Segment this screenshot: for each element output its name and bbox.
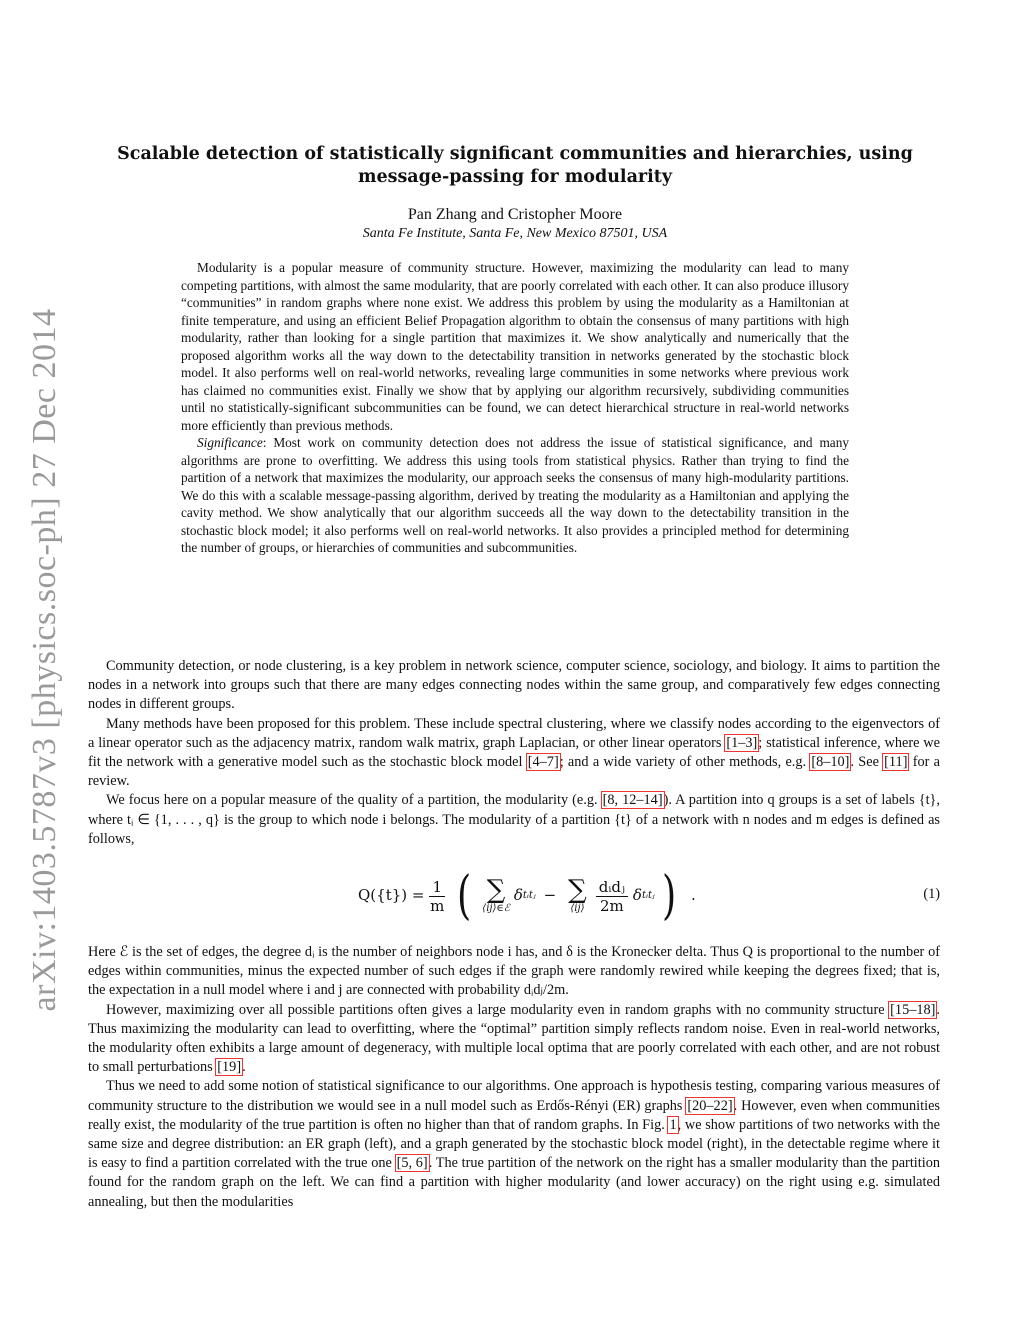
arxiv-sidebar xyxy=(0,0,90,1325)
fraction-degrees: $\frac{\text{dᵢdⱼ}}{2m}$ xyxy=(596,878,628,915)
body-paragraph-6: Thus we need to add some notion of statistical significance to our algorithms. One approach is hypothesis testing, comparing various measures of community structure to the distribution we would see in a null model such as Erdős-Rényi (ER) graphs [20–22]. However, even when communities really exist, the modularity of the true partition is often no higher than that of random graphs. In Fig. 1, we show partitions of two networks with the same size and degree distribution: an ER graph (left), and a graph generated by the stochastic block model (right), in the detectable regime where it is easy to find a partition correlated with the true one [5, 6]. The true partition of the network on the right has a smaller modularity than the partition found for the random graph on the left. We can find a partition with higher modularity (and lower accuracy) on the right using e.g. simulated annealing, but then the modularities xyxy=(88,1078,941,1210)
figure-link[interactable]: 1 xyxy=(669,1116,677,1133)
significance-text: : Most work on community detection does not address the issue of statistical significance, and many algorithms are prone to overfitting. We address this using tools from statistical physics. Rather than trying to find the partition of a network that maximizes the modularity, our approach seeks the consensus of many high-modularity partitions. We do this with a scalable message-passing algorithm, derived by treating the modularity as a Hamiltonian and applying the cavity method. We show analytically that our algorithm succeeds all the way down to the detectability transition in the stochastic block model; it also performs well on real-world networks. It also provides a principled method for determining the number of groups, or hierarchies of communities and subcommunities. xyxy=(181,435,849,555)
citation-link[interactable]: [11] xyxy=(884,754,908,771)
body-paragraph-2: Many methods have been proposed for this problem. These include spectral clustering, where we classify nodes according to the eigenvectors of a linear operator such as the adjacency matrix, random walk matrix, graph Laplacian, or other linear operators [1–3]; statistical inference, where we fit the network with a generative model such as the stochastic block model [4–7]; and a wide variety of other methods, e.g. [8–10]. See [11] for a review. xyxy=(88,715,940,790)
equation-lhs: Q({t}) = xyxy=(358,886,425,905)
arxiv-identifier: arXiv:1403.5787v3 [physics.soc-ph] 27 Dec 2014 xyxy=(26,308,63,1012)
body-paragraph-1: Community detection, or node clustering, is a key problem in network science, computer science, sociology, and biology. It aims to partition the nodes in a network into groups such that there are many edges connecting nodes within the same group, and comparatively few edges connecting nodes in different groups. xyxy=(88,658,940,713)
paper-affiliation: Santa Fe Institute, Santa Fe, New Mexico 87501, USA xyxy=(362,226,668,241)
citation-link[interactable]: [4–7] xyxy=(527,754,559,771)
significance-label: Significance xyxy=(197,435,263,450)
body-paragraph-4: Here ℰ is the set of edges, the degree dᵢ is the number of neighbors node i has, and δ is the Kronecker delta. Thus Q is proportional to the number of edges within communities, minus the expected number of such edges if the graph were randomly rewired while keeping the degrees fixed; that is, the expectation in a null model where i and j are connected with probability dᵢdⱼ/2m. xyxy=(88,944,940,999)
citation-link[interactable]: [19] xyxy=(217,1059,242,1076)
citation-link[interactable]: [8–10] xyxy=(811,754,850,771)
citation-link[interactable]: [15–18] xyxy=(890,1001,936,1018)
sum-over-pairs: ∑ ⟨ij⟩ xyxy=(568,875,587,915)
fraction-one-over-m: $\frac{1}{m}$ xyxy=(430,877,445,915)
equation-number: (1) xyxy=(923,886,940,903)
body-paragraph-5: However, maximizing over all possible partitions often gives a large modularity even in random graphs with no community structure [15–18]. Thus maximizing the modularity can lead to overfitting, where the “optimal” partition simply reflects random noise. Even in real-world networks, the modularity often exhibits a large amount of degeneracy, with multiple local optima that are poorly correlated with each other, and are not robust to small perturbations [19]. xyxy=(88,1001,940,1076)
citation-link[interactable]: [8, 12–14] xyxy=(602,792,663,809)
main-body xyxy=(88,657,940,1212)
citation-link[interactable]: [5, 6] xyxy=(396,1155,428,1172)
modularity-equation: Q({t}) = $\frac{1}{m}$ ( ∑ ⟨ij⟩∈ℰ δ tᵢtⱼ − ∑ ⟨ij⟩ $\frac{\text{dᵢdⱼ}}{2m}$ δ tᵢtⱼ ) . xyxy=(358,866,696,927)
body-paragraph-3: We focus here on a popular measure of the quality of a partition, the modularity (e.g. [8, 12–14]). A partition into q groups is a set of labels {t}, where tᵢ ∈ {1, . . . , q} is the group to which node i belongs. The modularity of a partition {t} of a network with n nodes and m edges is defined as follows, xyxy=(88,792,940,847)
citation-link[interactable]: [1–3] xyxy=(726,734,758,751)
sum-over-edges: ∑ ⟨ij⟩∈ℰ xyxy=(482,875,510,915)
abstract-paragraph: Modularity is a popular measure of community structure. However, maximizing the modularity can lead to many competing partitions, with almost the same modularity, that are poorly correlated with each other. It can also produce illusory “communities” in random graphs where none exist. We address this problem by using the modularity as a Hamiltonian at finite temperature, and using an efficient Belief Propagation algorithm to obtain the consensus of many partitions with high modularity, rather than looking for a single partition that maximizes it. We show analytically and numerically that the proposed algorithm works all the way down to the detectability transition in networks generated by the stochastic block model. It also performs well on real-world networks, revealing large communities in some networks where previous work has claimed no communities exist. Finally we show that by applying our algorithm recursively, subdividing communities until no statistically-significant subcommunities can be found, we can detect hierarchical structure in real-world networks more efficiently than previous methods. xyxy=(181,260,849,433)
citation-link[interactable]: [20–22] xyxy=(687,1097,733,1114)
significance-paragraph xyxy=(181,434,849,557)
equation-1 xyxy=(88,855,940,935)
paper-authors: Pan Zhang and Cristopher Moore xyxy=(407,206,623,223)
paper-title: Scalable detection of statistically significant communities and hierarchies, using message-passing for modularity xyxy=(117,144,913,187)
abstract xyxy=(181,259,849,557)
